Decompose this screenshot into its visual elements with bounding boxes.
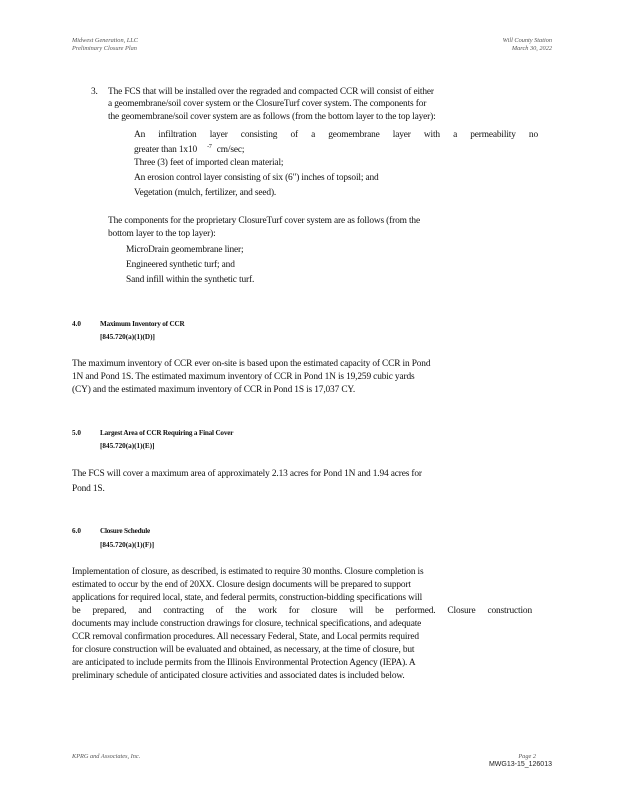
turf-intro-line-2: bottom layer to the top layer): — [108, 229, 216, 239]
section-6-line-5: documents may include construction drawings for closure, technical specifications, and adequate — [72, 619, 422, 629]
footer-page-number: Page 2 — [518, 753, 536, 760]
section-5-line-2: Pond 1S. — [72, 484, 105, 494]
geo-bullet-4: Vegetation (mulch, fertilizer, and seed). — [134, 188, 277, 198]
geo-bullet-3: An erosion control layer consisting of six (6") inches of topsoil; and — [134, 173, 379, 183]
header-date: March 30, 2022 — [511, 45, 552, 52]
item3-intro-line-3: the geomembrane/soil cover system are as follows (from the bottom layer to the top layer): — [108, 112, 436, 122]
geo-bullet-2: Three (3) feet of imported clean material; — [134, 158, 284, 168]
permeability-unit: cm/sec; — [216, 145, 245, 156]
turf-intro-line-1: The components for the proprietary ClosureTurf cover system are as follows (from the — [108, 216, 420, 226]
section-5-number: 5.0 — [72, 429, 81, 437]
section-6-line-9: preliminary schedule of anticipated closure activities and associated dates is included below. — [72, 671, 405, 681]
section-6-line-4: be prepared, and contracting of the work for closure will be performed. Closure construction — [72, 606, 532, 616]
turf-bullet-1: MicroDrain geomembrane liner; — [126, 245, 244, 255]
header-station: Will County Station — [502, 37, 552, 44]
section-5-title: Largest Area of CCR Requiring a Final Cover — [100, 429, 234, 437]
geo-bullet-1-line-1: An infiltration layer consisting of a geomembrane layer with a permeability no — [134, 130, 538, 140]
section-6-ref: [845.720(a)(1)(F)] — [100, 541, 155, 549]
item3-intro-line-1: The FCS that will be installed over the regraded and compacted CCR will consist of either — [108, 87, 434, 97]
section-4-ref: [845.720(a)(1)(D)] — [100, 333, 155, 341]
geo-bullet-1-line-2 — [134, 141, 244, 156]
footer-firm: KPRG and Associates, Inc. — [72, 753, 141, 760]
permeability-exponent: -7 — [207, 144, 212, 150]
section-5-line-1: The FCS will cover a maximum area of approximately 2.13 acres for Pond 1N and 1.94 acres for — [72, 469, 422, 479]
section-4-line-1: The maximum inventory of CCR ever on-site is based upon the estimated capacity of CCR in Pond — [72, 359, 431, 369]
item3-intro-line-2: a geomembrane/soil cover system or the ClosureTurf cover system. The components for — [108, 99, 427, 109]
section-5-ref: [845.720(a)(1)(E)] — [100, 442, 155, 450]
item3-number: 3. — [91, 87, 98, 97]
section-6-title: Closure Schedule — [100, 527, 150, 535]
footer-document-id: MWG13-15_126013 — [488, 761, 552, 768]
turf-bullet-2: Engineered synthetic turf; and — [126, 260, 235, 270]
section-6-line-1: Implementation of closure, as described, is estimated to require 30 months. Closure completion is — [72, 567, 424, 577]
section-6-line-6: CCR removal confirmation procedures. All necessary Federal, State, and Local permits required — [72, 632, 419, 642]
section-4-line-3: (CY) and the estimated maximum inventory of CCR in Pond 1S is 17,037 CY. — [72, 385, 356, 395]
section-6-line-7: for closure construction will be evaluated and obtained, as necessary, at the time of closure, but — [72, 645, 415, 655]
section-6-line-2: estimated to occur by the end of 20XX. Closure design documents will be prepared to support — [72, 580, 411, 590]
section-6-line-8: are anticipated to include permits from the Illinois Environmental Protection Agency (IEPA). A — [72, 658, 416, 668]
turf-bullet-3: Sand infill within the synthetic turf. — [126, 275, 255, 285]
permeability-base: greater than 1x10 — [134, 145, 198, 156]
section-4-line-2: 1N and Pond 1S. The estimated maximum inventory of CCR in Pond 1N is 19,259 cubic yards — [72, 372, 415, 382]
header-company: Midwest Generation, LLC — [72, 37, 138, 44]
section-4-title: Maximum Inventory of CCR — [100, 320, 185, 328]
section-6-line-3: applications for required local, state, and federal permits, construction-bidding specifications will — [72, 593, 423, 603]
section-4-number: 4.0 — [72, 320, 81, 328]
section-6-number: 6.0 — [72, 527, 81, 535]
header-doc-title: Preliminary Closure Plan — [72, 45, 137, 52]
